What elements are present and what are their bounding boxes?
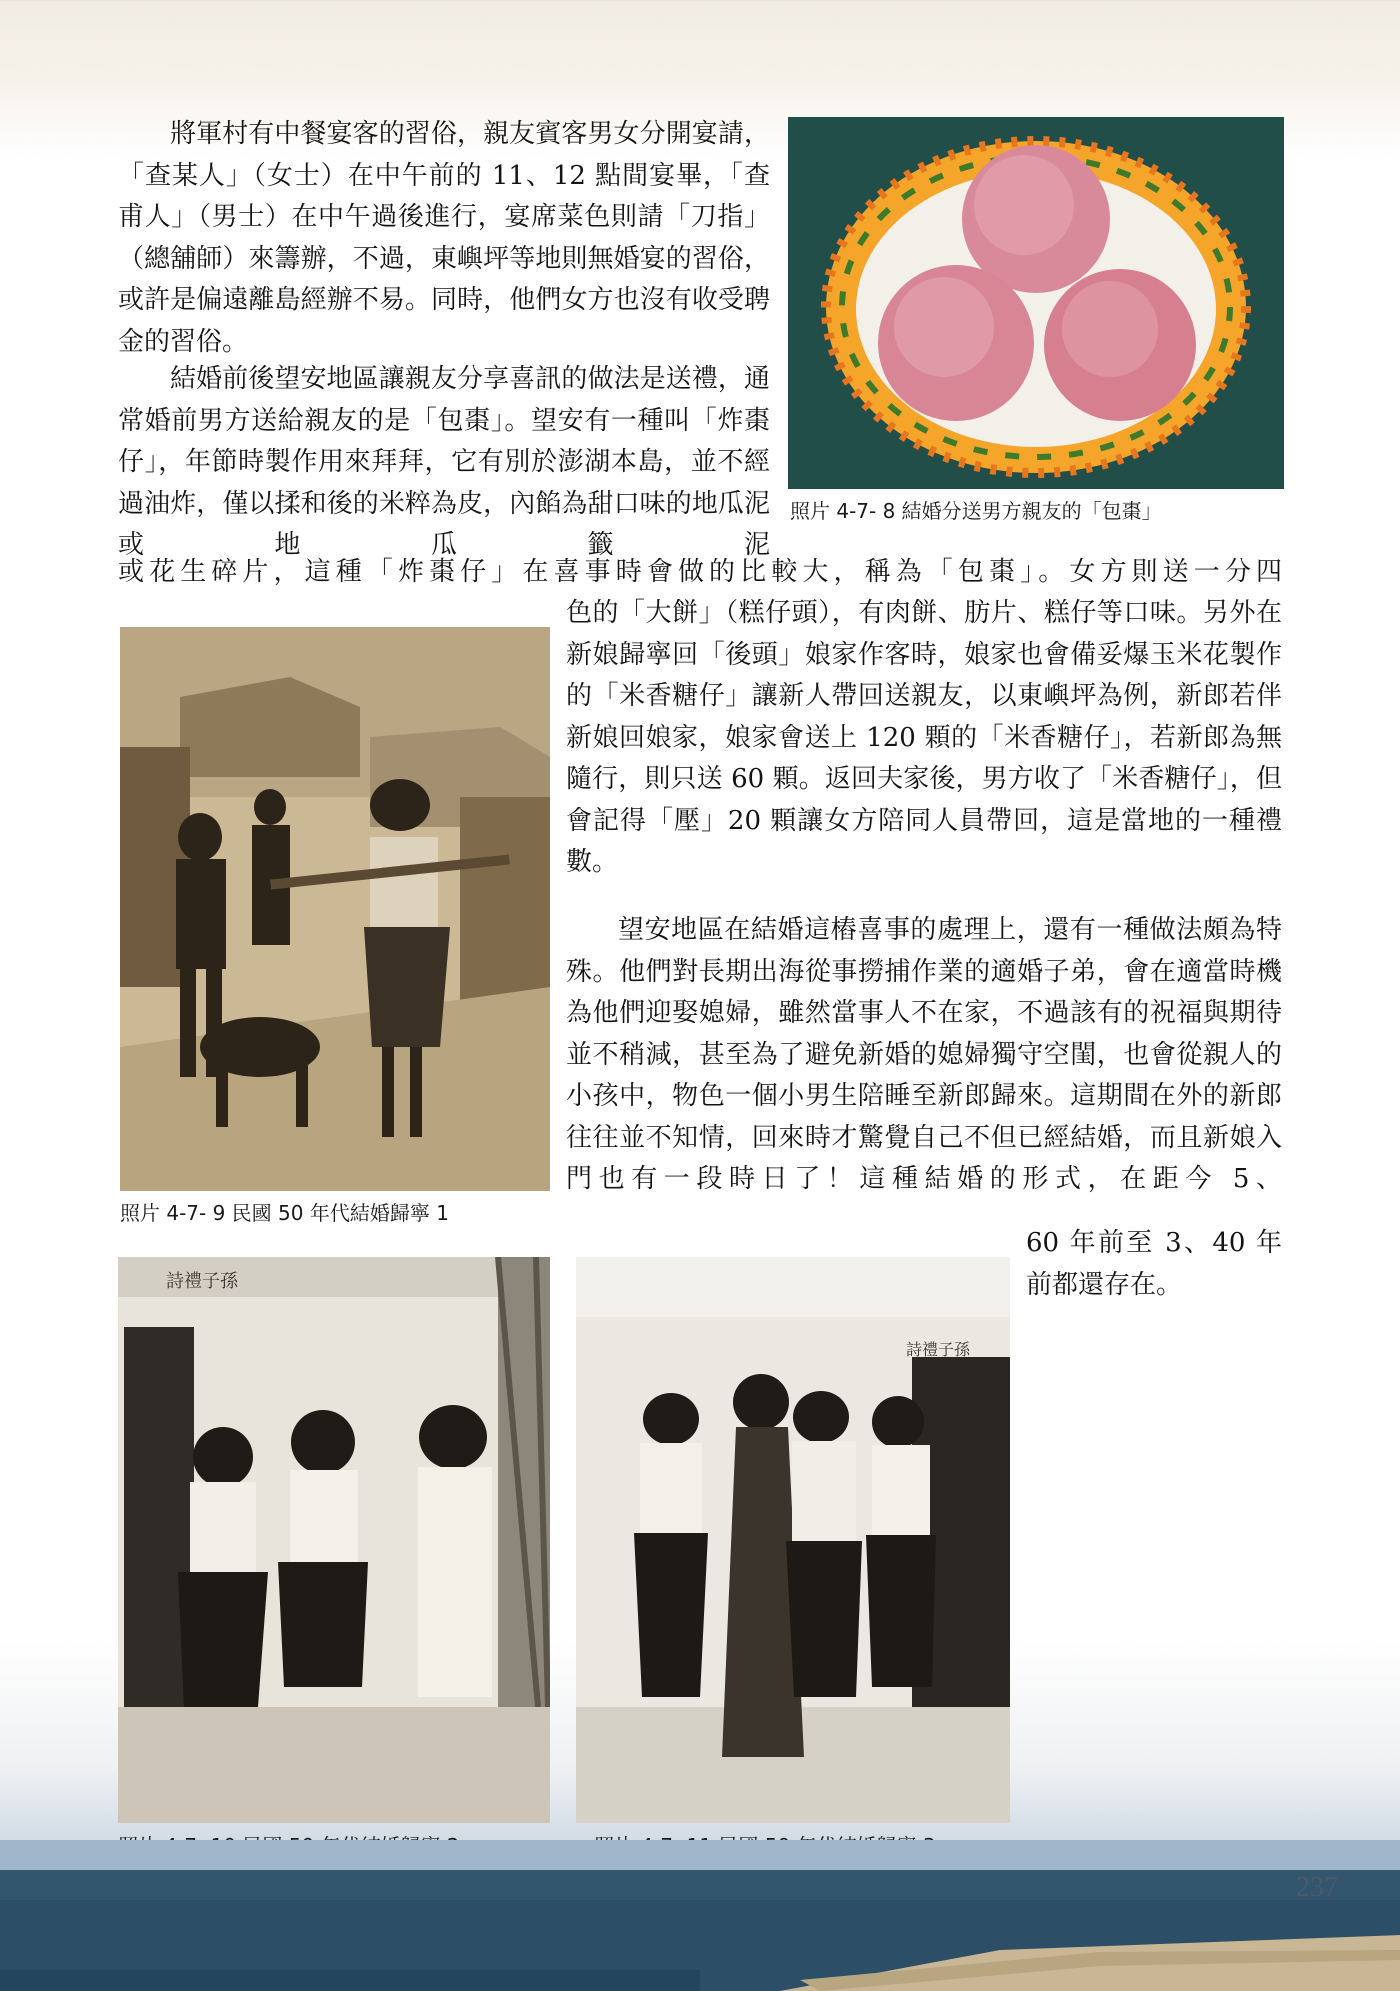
doorway-lintel-right bbox=[906, 1340, 971, 1359]
paragraph-gifts-part-3: 色的「大餅」（糕仔頭），有肉餅、肪片、糕仔等口味。另外在新娘歸寧回「後頭」娘家作客時，娘家也會備妥爆玉米花製作的「米香糖仔」讓新人帶回送親友，以東嶼坪為例，新郎若伴新娘回娘家，娘家會送上 120 顆的「米香糖仔」，若新郎為無隨行，則只送 60 顆。返回夫家後，男方收了「米香糖仔」，但會記得「壓」20 顆讓女方陪同人員帶回，這是當地的一種禮數。 bbox=[566, 598, 1282, 877]
photo-wedding-return-2 bbox=[118, 1257, 550, 1823]
sea-illustration bbox=[0, 1840, 1400, 1991]
caption-photo-4-7-8: 照片 4-7- 8 結婚分送男方親友的「包棗」 bbox=[790, 499, 1162, 523]
paragraph-proxy-wedding-part-1: 望安地區在結婚這樁喜事的處理上，還有一種做法頗為特殊。他們對長期出海從事撈捕作業的適婚子弟，會在適當時機為他們迎娶媳婦，雖然當事人不在家，不過該有的祝福與期待並不稍減，甚至為了避免新婚的媳婦獨守空閨，也會從親人的小孩中，物色一個小男生陪睡至新郎歸來。這期間在外的新郎往往並不知情，回來時才驚覺自己不但已經結婚，而且新娘入門也有一段時日了！這種結婚的形式，在距今 5、 bbox=[566, 915, 1282, 1194]
svg-text:詩禮子孫: 詩禮子孫 bbox=[166, 1271, 238, 1292]
page-number: 237 bbox=[1296, 1872, 1338, 1903]
rice-balls-illustration bbox=[788, 117, 1284, 489]
photo-wedding-return-1 bbox=[120, 627, 550, 1191]
doorway-lintel-left bbox=[166, 1271, 239, 1292]
three-women-illustration bbox=[118, 1257, 550, 1823]
coastal-background bbox=[0, 1840, 1400, 1991]
paragraph-wedding-banquet: 將軍村有中餐宴客的習俗，親友賓客男女分開宴請，「查某人」（女士）在中午前的 11、12 點間宴畢，「查甫人」（男士）在中午過後進行，宴席菜色則請「刀指」（總舖師）來籌辦，不過，東嶼坪等地則無婚宴的習俗，或許是偏遠離島經辦不易。同時，他們女方也沒有收受聘金的習俗。 bbox=[118, 119, 770, 357]
svg-text:詩禮子孫: 詩禮子孫 bbox=[906, 1340, 971, 1359]
paragraph-gifts-part-1: 結婚前後望安地區讓親友分享喜訊的做法是送禮，通常婚前男方送給親友的是「包棗」。望安有一種叫「炸棗仔」，年節時製作用來拜拜，它有別於澎湖本島，並不經過油炸，僅以揉和後的米粹為皮，內餡為甜口味的地瓜泥或地瓜籤泥 bbox=[118, 364, 770, 560]
photo-baozao-rice-balls bbox=[788, 117, 1284, 489]
paragraph-proxy-wedding-part-2: 60 年前至 3、40 年前都還存在。 bbox=[1026, 1228, 1282, 1300]
four-women-illustration bbox=[576, 1257, 1010, 1823]
procession-illustration bbox=[120, 627, 550, 1191]
caption-photo-4-7-9: 照片 4-7- 9 民國 50 年代結婚歸寧 1 bbox=[120, 1201, 449, 1225]
paragraph-gifts-part-2: 或花生碎片，這種「炸棗仔」在喜事時會做的比較大，稱為「包棗」。女方則送一分四 bbox=[118, 557, 1282, 587]
photo-wedding-return-3 bbox=[576, 1257, 1010, 1823]
